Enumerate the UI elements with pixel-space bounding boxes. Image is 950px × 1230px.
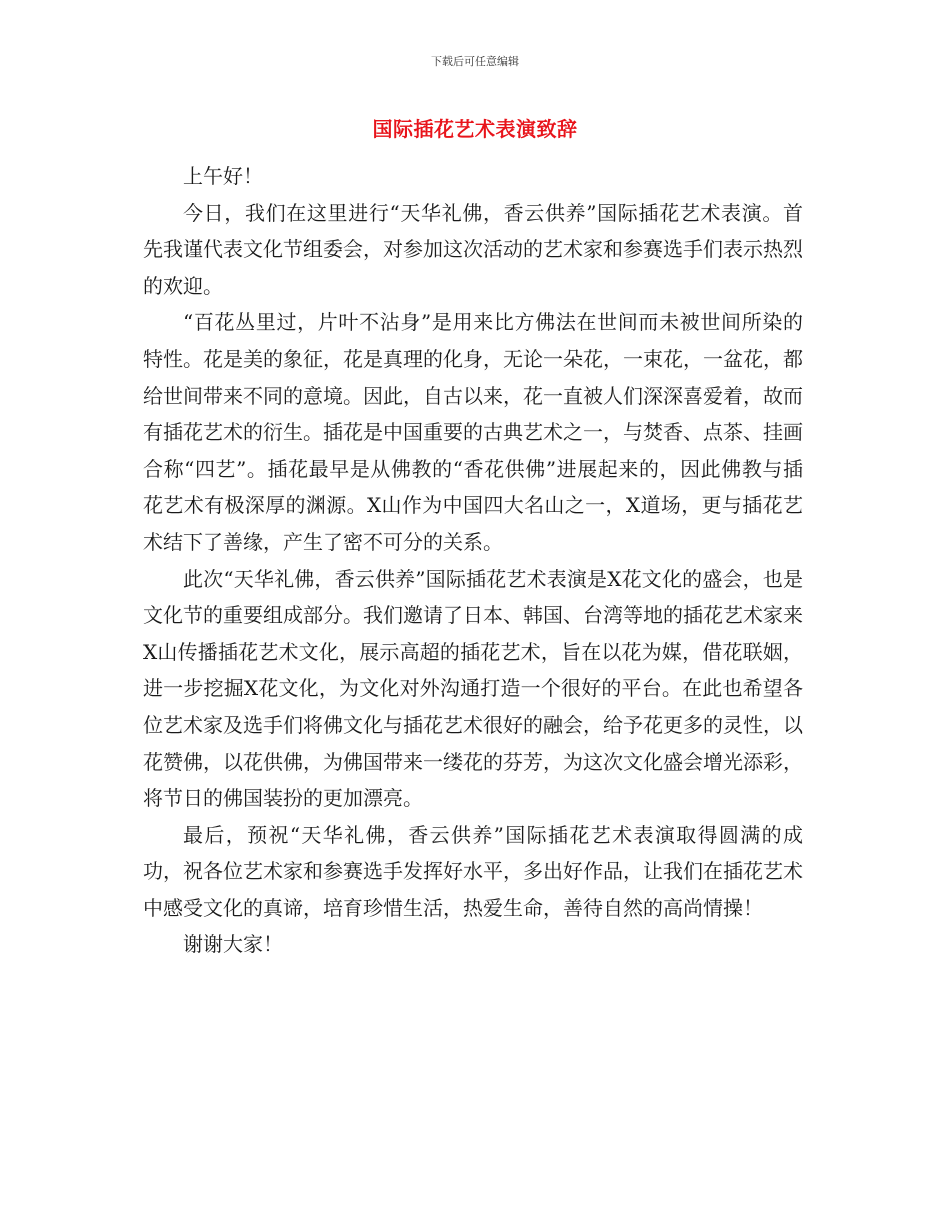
- paragraph-greeting: 上午好！: [183, 164, 263, 188]
- paragraph-welcome: 今日，我们在这里进行“天华礼佛，香云供养”国际插花艺术表演。首先我谨代表文化节组委会，对参加这次活动的艺术家和参赛选手们表示热烈的欢迎。: [143, 200, 803, 298]
- header-note: 下载后可任意编辑: [431, 55, 519, 68]
- paragraph-history: “百花丛里过，片叶不沾身”是用来比方佛法在世间而未被世间所染的特性。花是美的象征，花是真理的化身，无论一朵花，一束花，一盆花，都给世间带来不同的意境。因此，自古以来，花一直被人们深深喜爱着，故而有插花艺术的衍生。插花是中国重要的古典艺术之一，与焚香、点茶、挂画合称“四艺”。插花最早是从佛教的“香花供佛”进展起来的，因此佛教与插花艺术有极深厚的渊源。X山作为中国四大名山之一，X道场，更与插花艺术结下了善缘，产生了密不可分的关系。: [143, 310, 803, 554]
- document-body: [143, 158, 803, 963]
- paragraph-closing-wishes: 最后，预祝“天华礼佛，香云供养”国际插花艺术表演取得圆满的成功，祝各位艺术家和参赛选手发挥好水平，多出好作品，让我们在插花艺术中感受文化的真谛，培育珍惜生活，热爱生命，善待自然的高尚情操！: [143, 822, 803, 920]
- paragraph-event: 此次“天华礼佛，香云供养”国际插花艺术表演是X花文化的盛会，也是文化节的重要组成部分。我们邀请了日本、韩国、台湾等地的插花艺术家来X山传播插花艺术文化，展示高超的插花艺术，旨在以花为媒，借花联姻，进一步挖掘X花文化，为文化对外沟通打造一个很好的平台。在此也希望各位艺术家及选手们将佛文化与插花艺术很好的融会，给予花更多的灵性，以花赞佛，以花供佛，为佛国带来一缕花的芬芳，为这次文化盛会增光添彩，将节日的佛国装扮的更加漂亮。: [143, 566, 803, 811]
- paragraph-thanks: 谢谢大家！: [183, 932, 283, 957]
- document-title: 国际插花艺术表演致辞: [372, 117, 578, 141]
